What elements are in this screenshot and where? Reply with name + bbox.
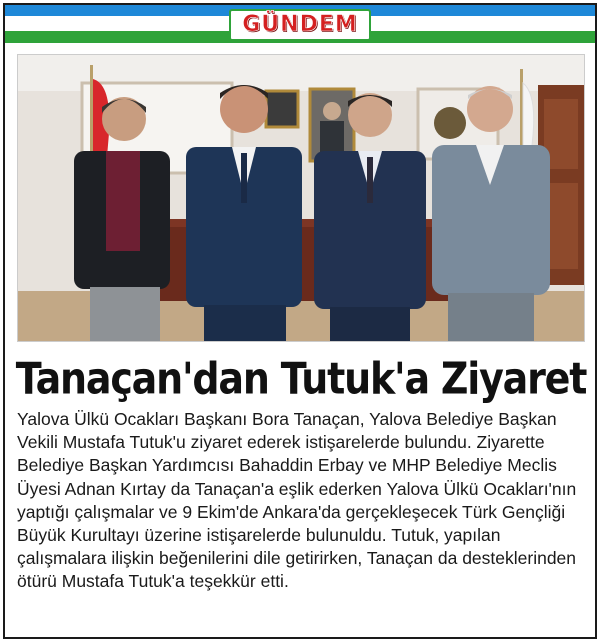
section-label: GÜNDEM — [229, 9, 371, 41]
article-headline: Tanaçan'dan Tutuk'a Ziyaret — [15, 353, 587, 404]
article-photo — [17, 54, 585, 342]
photo-illustration — [18, 55, 584, 341]
article-body: Yalova Ülkü Ocakları Başkanı Bora Tanaçan, Yalova Belediye Başkan Vekili Mustafa Tutuk'u ziyaret ederek istişarelerde bulundu. Ziyarette Belediye Başkan Yardımcısı Bahaddin Erbay ve MHP Belediye Meclis Üyesi Adnan Kırtay da Tanaçan'a eşlik ederken Yalova Ülkü Ocakları'nın yaptığı çalışmalar ve 9 Ekim'de Ankara'da gerçekleşecek Türk Gençliği Büyük Kurultayı üzerine istişarelerde bulunuldu. Tutuk, yapılan çalışmalara ilişkin beğenilerini dile getirirken, Tanaçan da desteklerinden ötürü Mustafa Tutuk'a teşekkür etti. — [17, 409, 577, 592]
news-clipping — [3, 3, 597, 639]
section-band — [5, 5, 595, 43]
